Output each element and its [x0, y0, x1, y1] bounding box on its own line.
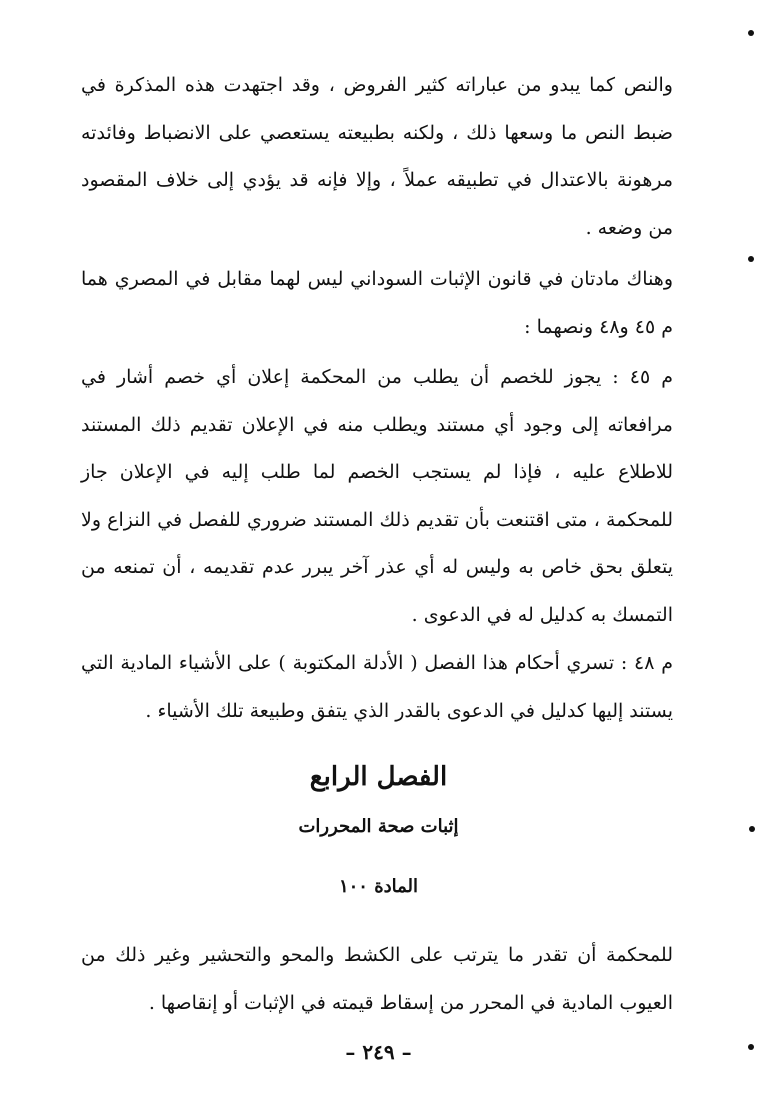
margin-dot [748, 1044, 754, 1050]
paragraph-sudanese-articles-intro: وهناك مادتان في قانون الإثبات السوداني ليس لهما مقابل في المصري هما م ٤٥ و٤٨ ونصهما : [81, 268, 673, 338]
paragraph-article-45: م ٤٥ : يجوز للخصم أن يطلب من المحكمة إعلان أي خصم أشار في مرافعاته إلى وجود أي مستند ويطلب منه في الإعلان تقديم ذلك المستند للاطلاع عليه ، فإذا لم يستجب الخصم لما طلب إليه في الإعلان جاز للمحكمة ، متى اقتنعت بأن تقديم ذلك المستند ضروري للفصل في النزاع ولا يتعلق بحق خاص به وليس له أي عذر آخر يبرر عدم تقديمه ، أن تمنعه من التمسك به كدليل له في الدعوى . [81, 366, 673, 626]
margin-dot [749, 826, 755, 832]
article-heading: المادة ١٠٠ [338, 876, 419, 897]
margin-dot [748, 256, 754, 262]
paragraph-article-48: م ٤٨ : تسري أحكام هذا الفصل ( الأدلة المكتوبة ) على الأشياء المادية التي يستند إليها كدليل في الدعوى بالقدر الذي يتفق وطبيعة تلك الأشياء . [81, 652, 673, 722]
section-subheading: إثبات صحة المحررات [298, 816, 459, 837]
chapter-heading: الفصل الرابع [309, 762, 448, 792]
page-number: – ٢٤٩ – [345, 1040, 412, 1064]
paragraph-memo-note: والنص كما يبدو من عباراته كثير الفروض ، وقد اجتهدت هذه المذكرة في ضبط النص ما وسعها ذلك ، ولكنه بطبيعته يستعصي على الانضباط وفائدته مرهونة بالاعتدال في تطبيقه عملاً ، وإلا فإنه قد يؤدي إلى خلاف المقصود من وضعه . [81, 74, 673, 239]
margin-dot [748, 30, 754, 36]
paragraph-article-100: للمحكمة أن تقدر ما يترتب على الكشط والمحو والتحشير وغير ذلك من العيوب المادية في المحرر من إسقاط قيمته في الإثبات أو إنقاصها . [81, 944, 673, 1014]
